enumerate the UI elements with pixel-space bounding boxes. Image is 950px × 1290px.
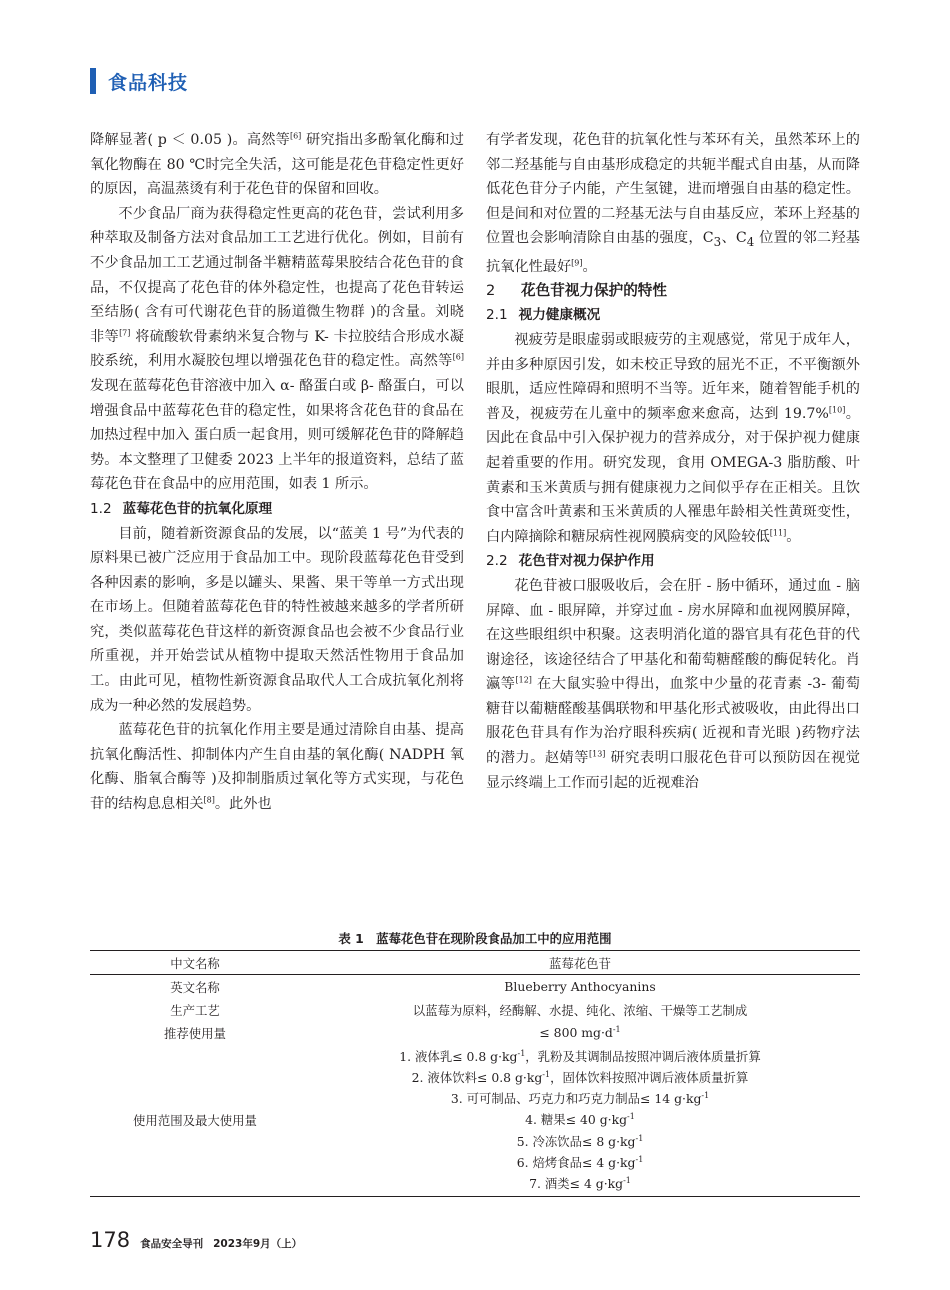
section-heading-2-1: 2.1 视力健康概况: [486, 307, 601, 324]
paragraph: 蓝莓花色苷的抗氧化作用主要是通过清除自由基、提高抗氧化酶活性、抑制体内产生自由基的氧化酶( NADPH 氧化酶、脂氧合酶等 )及抑制脂质过氧化等方式实现，与花色苷的结构息息相关[8]。此外也: [90, 722, 464, 813]
left-column: [90, 128, 464, 817]
table-cell-label: 生产工艺: [170, 1002, 220, 1018]
table-header-cell: 蓝莓花色苷: [300, 951, 860, 975]
paragraph: 降解显著( p ＜ 0.05 )。高然等[6] 研究指出多酚氧化酶和过氧化物酶在 80 ℃时完全失活，这可能是花色苷稳定性更好的原因，高温蒸烫有利于花色苷的保留和回收。: [90, 131, 464, 198]
table-row-usage: [90, 1044, 860, 1197]
section-heading-2: 2 花色苷视力保护的特性: [486, 282, 667, 300]
usage-item: 7. 酒类≤ 4 $g\cdot kg^{-1}$: [529, 1175, 631, 1191]
paragraph: 花色苷被口服吸收后，会在肝 - 肠中循环，通过血 - 脑屏障、血 - 眼屏障，并穿过血 - 房水屏障和血视网膜屏障，在这些眼组织中积聚。这表明消化道的器官具有花色苷的代谢途径，该途径结合了甲基化和葡萄糖醛酸的酶促转化。肖瀛等[12] 在大鼠实验中得出，血浆中少量的花青素 -3- 葡萄糖苷以葡糖醛酸基偶联物和甲基化形式被吸收，由此得出口服花色苷具有作为治疗眼科疾病( 近视和青光眼 )药物疗法的潜力。赵婧等[13] 研究表明口服花色苷可以预防因在视觉显示终端上工作而引起的近视难治: [486, 577, 860, 791]
section-heading-2-2: 2.2 花色苷对视力保护作用: [486, 553, 655, 570]
table-cell-value: 以蓝莓为原料，经酶解、水提、纯化、浓缩、干燥等工艺制成: [412, 1002, 748, 1018]
table-header-cell: 中文名称: [90, 951, 300, 975]
running-header: [90, 68, 188, 94]
paragraph: 有学者发现，花色苷的抗氧化性与苯环有关，虽然苯环上的邻二羟基能与自由基形成稳定的共轭半醌式自由基，从而降低花色苷分子内能，产生氢键，进而增强自由基的稳定性。但是间和对位置的二羟基无法与自由基反应，苯环上羟基的位置也会影响清除自由基的强度，$C_3$、$C_4$ 位置的邻二羟基抗氧化性最好[9]。: [486, 132, 860, 275]
table-row: [90, 1021, 860, 1044]
usage-item: 4. 糖果≤ 40 $g\cdot kg^{-1}$: [525, 1112, 635, 1128]
journal-name: 食品安全导刊: [140, 1238, 204, 1250]
usage-item: 5. 冷冻饮品≤ 8 $g\cdot kg^{-1}$: [516, 1133, 644, 1149]
right-column: [486, 128, 860, 795]
table-cell-label: 推荐使用量: [164, 1025, 226, 1041]
table-header-row: [90, 951, 860, 975]
issue-date: 2023年9月（上）: [213, 1238, 303, 1250]
header-accent-bar: [90, 68, 96, 94]
usage-item: 1. 液体乳≤ 0.8 $g\cdot kg^{-1}$，乳粉及其调制品按照冲调后液体质量折算: [399, 1048, 761, 1064]
usage-list: [300, 1044, 860, 1197]
usage-item: 6. 焙烤食品≤ 4 $g\cdot kg^{-1}$: [516, 1154, 644, 1170]
page-number: 178: [90, 1228, 131, 1252]
table-cell-label: 使用范围及最大使用量: [90, 1044, 300, 1197]
paragraph: 目前，随着新资源食品的发展，以“蓝美 1 号”为代表的原料果已被广泛应用于食品加工中。现阶段蓝莓花色苷受到各种因素的影响，多是以罐头、果酱、果干等单一方式出现在市场上。但随着蓝莓花色苷的特性被越来越多的学者所研究，类似蓝莓花色苷这样的新资源食品也会被不少食品行业所重视，并开始尝试从植物中提取天然活性物用于食品加工。由此可见，植物性新资源食品取代人工合成抗氧化剂将成为一种必然的发展趋势。: [90, 525, 464, 714]
usage-item: 3. 可可制品、巧克力和巧克力制品≤ 14 $g\cdot kg^{-1}$: [450, 1091, 710, 1107]
table-cell-label: 英文名称: [170, 979, 220, 995]
table-cell-value: ≤ 800 $mg\cdot d^{-1}$: [539, 1024, 621, 1040]
table-row: [90, 975, 860, 999]
usage-item: 2. 液体饮料≤ 0.8 $g\cdot kg^{-1}$，固体饮料按照冲调后液体质量折算: [411, 1069, 749, 1085]
table-row: [90, 998, 860, 1021]
page-footer: [90, 1228, 302, 1252]
header-title: 食品科技: [108, 71, 189, 94]
paragraph: 视疲劳是眼虚弱或眼疲劳的主观感觉，常见于成年人，并由多种原因引发，如未校正导致的屈光不正，不平衡额外眼肌，适应性障碍和照明不当等。近年来，随着智能手机的普及，视疲劳在儿童中的频率愈来愈高，达到 19.7%[10]。因此在食品中引入保护视力的营养成分，对于保护视力健康起着重要的作用。研究发现，食用 OMEGA-3 脂肪酸、叶黄素和玉米黄质与拥有健康视力之间似乎存在正相关。且饮食中富含叶黄素和玉米黄质的人罹患年龄相关性黄斑变性，白内障摘除和糖尿病性视网膜病变的风险较低[11]。: [486, 331, 860, 545]
section-heading-1-2: 1.2 蓝莓花色苷的抗氧化原理: [90, 500, 273, 517]
application-table: [90, 950, 860, 1197]
table-cell-value: Blueberry Anthocyanins: [504, 979, 656, 994]
table-caption: 表 1 蓝莓花色苷在现阶段食品加工中的应用范围: [338, 931, 612, 946]
paragraph: 不少食品厂商为获得稳定性更高的花色苷，尝试利用多种萃取及制备方法对食品加工工艺进行优化。例如，目前有不少食品加工工艺通过制备半糖精蓝莓果胶结合花色苷的食品，不仅提高了花色苷的体外稳定性，也提高了花色苷转运至结肠( 含有可代谢花色苷的肠道微生物群 )的含量。刘晓非等[7] 将硫酸软骨素纳米复合物与 K- 卡拉胶结合形成水凝胶系统，利用水凝胶包埋以增强花色苷的稳定性。高然等[6] 发现在蓝莓花色苷溶液中加入 α- 酪蛋白或 β- 酪蛋白，可以增强食品中蓝莓花色苷的稳定性，如果将含花色苷的食品在加热过程中加入 蛋白质一起食用，则可缓解花色苷的降解趋势。本文整理了卫健委 2023 上半年的报道资料，总结了蓝莓花色苷在食品中的应用范围，如表 1 所示。: [90, 205, 464, 493]
